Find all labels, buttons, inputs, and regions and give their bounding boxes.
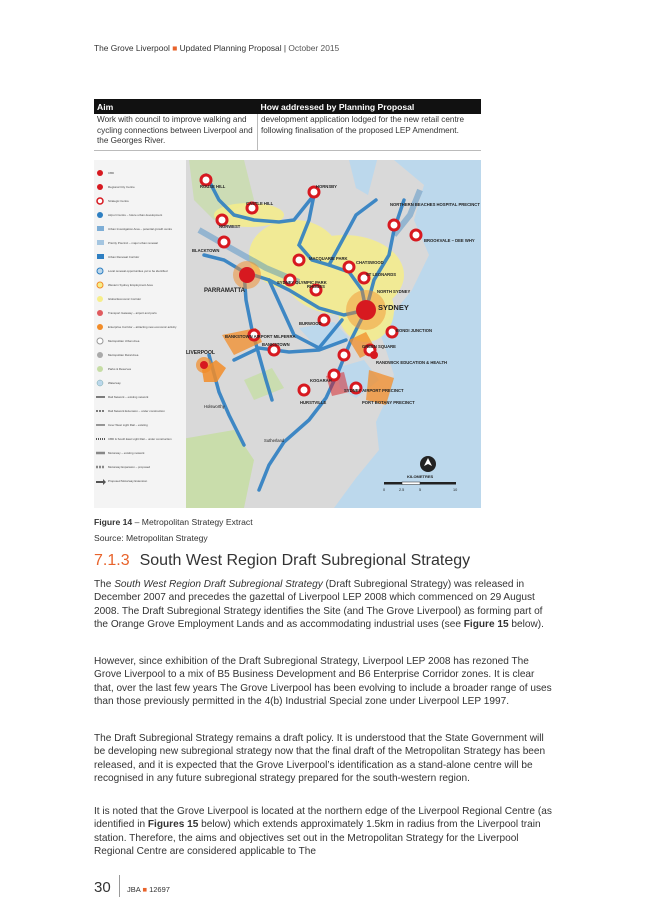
map-label: GREEN SQUARE: [362, 344, 396, 349]
aim-line: the Georges River.: [97, 136, 166, 145]
scale-title: KILOMETRES: [407, 474, 434, 479]
bullet-dot: ■: [172, 43, 178, 53]
footer-number: 12697: [149, 885, 170, 894]
legend-item: Motorway Expansion – proposed: [108, 465, 151, 469]
legend-item: Urban Renewal Corridor: [108, 255, 140, 259]
legend-item: Urban Investigation Area – potential growth centre: [108, 227, 173, 231]
map-label: RANDWICK EDUCATION & HEALTH: [376, 360, 448, 365]
map-label: ST LEONARDS: [366, 272, 397, 277]
legend-item: Rail Network Extension – under construction: [108, 409, 165, 413]
aim-table: [94, 99, 481, 151]
map-label: CHATSWOOD: [356, 260, 384, 265]
how-line: development application lodged for the new retail centre: [261, 115, 464, 124]
aim-line: Work with council to improve walking and: [97, 115, 247, 124]
figure-label: Figure 14: [94, 517, 133, 527]
legend-item: Metropolitan Rural Area: [108, 353, 139, 357]
map-label: BURWOOD: [299, 321, 322, 326]
legend-item: Waterway: [108, 381, 121, 385]
footer-company: JBA: [127, 885, 141, 894]
aim-table-header: [94, 99, 481, 114]
text-run: below) which extends approximately 1.5km in radius from the Liverpool train station. Therefore, the aims and objectives set out in the Metropolitan Strategy for the Liverpool Regional Centre are considered applicable to The: [94, 819, 541, 857]
header-date: October 2015: [288, 43, 340, 53]
aim-line: cycling connections between Liverpool and: [97, 125, 253, 135]
map-label: NORWEST: [219, 224, 241, 229]
footer-ref: [127, 885, 170, 894]
map-label: ROUSE HILL: [200, 184, 226, 189]
map-label: HURSTVILLE: [300, 400, 327, 405]
how-column-header: How addressed by Planning Proposal: [258, 99, 482, 114]
legend-item: Metropolitan Urban Area: [108, 339, 140, 343]
running-header: [94, 43, 339, 53]
figure-reference: Figures 15: [147, 819, 199, 831]
map-label: SYDNEY AIRPORT PRECINCT: [344, 388, 404, 393]
map-label: SYDNEY: [378, 303, 409, 312]
section-title: South West Region Draft Subregional Strategy: [139, 552, 471, 569]
figure-caption: [94, 517, 253, 527]
paragraph: [94, 805, 554, 858]
map-label: RHODES: [307, 284, 325, 289]
map-label: PARRAMATTA: [204, 288, 245, 294]
map-label: KOGARAH: [310, 378, 332, 383]
legend-item: Proposed Motorway Extension: [108, 479, 148, 483]
header-separator: |: [283, 43, 287, 53]
scale-tick: 0: [383, 488, 386, 492]
scale-tick: 10: [453, 488, 458, 492]
legend-item: Local renewal opportunities yet to be identified: [108, 269, 168, 273]
map-label: Sutherland: [264, 438, 285, 443]
how-line: following finalisation of the proposed LEP Amendment.: [261, 125, 459, 135]
header-project: The Grove Liverpool: [94, 43, 170, 53]
map-label: BANKSTOWN: [262, 342, 290, 347]
figure-title: Metropolitan Strategy Extract: [141, 517, 253, 527]
section-number: 7.1.3: [94, 552, 130, 569]
legend-item: Motorway – existing network: [108, 451, 145, 455]
paragraph: The Draft Subregional Strategy remains a draft policy. It is understood that the State Government will be developing new subregional strategy now that the final draft of the Metropolitan Strategy has been released, and it is expected that the Grove Liverpool’s identification as a stand-alone centre will be recognised in any future subregional strategy prepared for the south-western region.: [94, 733, 546, 784]
page-number: 30: [94, 879, 111, 896]
scale-tick: 2.5: [399, 488, 405, 492]
legend-item: Enterprise Corridor – attracting new economic activity: [108, 325, 177, 329]
map-label: HORNSBY: [316, 184, 337, 189]
legend-item: Parks & Reserves: [108, 367, 132, 371]
aim-column-header: Aim: [94, 99, 258, 114]
legend-item: Rail Network – existing network: [108, 395, 149, 399]
legend-item: Priority Precinct – major urban renewal: [108, 241, 158, 245]
map-canvas: [94, 160, 481, 508]
text-run: (Draft Subregional Strategy) was released in December 2007 and precedes the gazettal of Liverpool LEP 2008 which commenced on 29 August 2008. The Draft Subregional Strategy identifies the Site (and The Grove Liverpool) as forming part of the Orange Grove Employment Lands and as accommodating industrial uses (see: [94, 579, 543, 630]
paragraph: [94, 578, 554, 631]
figure-source: Source: Metropolitan Strategy: [94, 533, 208, 543]
legend-item: Western Sydney Employment Area: [108, 283, 153, 287]
map-label: BONDI JUNCTION: [396, 328, 433, 333]
map-label: PORT BOTANY PRECINCT: [362, 400, 415, 405]
map-label: SYDNEY OLYMPIC PARK: [277, 280, 327, 285]
paragraph: However, since exhibition of the Draft Subregional Strategy, Liverpool LEP 2008 has rezoned The Grove Liverpool to a mix of B5 Business Development and B6 Enterprise Corridor zones. It is clear that, over the last few years The Grove Liverpool has been evolving to include a broader range of uses than those previously permitted in the 4(b) Industrial Special zone under Liverpool LEP 1997.: [94, 656, 552, 707]
legend-item: Transport Gateway – airport and ports: [108, 311, 157, 315]
map-label: CASTLE HILL: [246, 201, 274, 206]
section-heading: [94, 552, 470, 570]
legend-item: Global Economic Corridor: [108, 297, 142, 301]
legend-item: CBD & South East Light Rail – under construction: [108, 437, 172, 441]
how-cell: [258, 114, 482, 150]
text-run: The: [94, 579, 115, 590]
map-label: MACQUARIE PARK: [309, 256, 348, 261]
figure-dash: –: [132, 517, 142, 527]
legend-item: CBD: [108, 171, 115, 175]
metropolitan-strategy-map: [94, 160, 481, 508]
bullet-dot: ■: [142, 885, 147, 894]
map-label: BANKSTOWN AIRPORT MILPERRA: [225, 334, 296, 339]
footer-divider: [119, 875, 120, 897]
map-label: NORTH SYDNEY: [377, 289, 411, 294]
legend-item: Inner West Light Rail – existing: [108, 423, 148, 427]
italic-title: South West Region Draft Subregional Strategy: [114, 579, 323, 590]
text-run: below).: [508, 618, 544, 630]
map-label: Holsworthy: [204, 404, 225, 409]
aim-cell: [94, 114, 258, 150]
map-label: BLACKTOWN: [192, 248, 220, 253]
scale-tick: 5: [419, 488, 422, 492]
legend-item: Strategic Centre: [108, 199, 129, 203]
map-label: BROOKVALE – DEE WHY: [424, 238, 475, 243]
figure-reference: Figure 15: [463, 618, 509, 630]
legend-item: Airport Centre – future urban development: [108, 213, 163, 217]
text-run: It is noted that the Grove Liverpool is located at the northern edge of the Liverpool Regional Centre (as identified in: [94, 806, 552, 831]
map-label: LIVERPOOL: [186, 350, 215, 356]
north-arrow: [420, 456, 436, 472]
map-label: NORTHERN BEACHES HOSPITAL PRECINCT: [390, 202, 480, 207]
table-row: [94, 114, 481, 150]
legend-item: Regional City Centre: [108, 185, 135, 189]
header-doc-title: Updated Planning Proposal: [179, 43, 282, 53]
